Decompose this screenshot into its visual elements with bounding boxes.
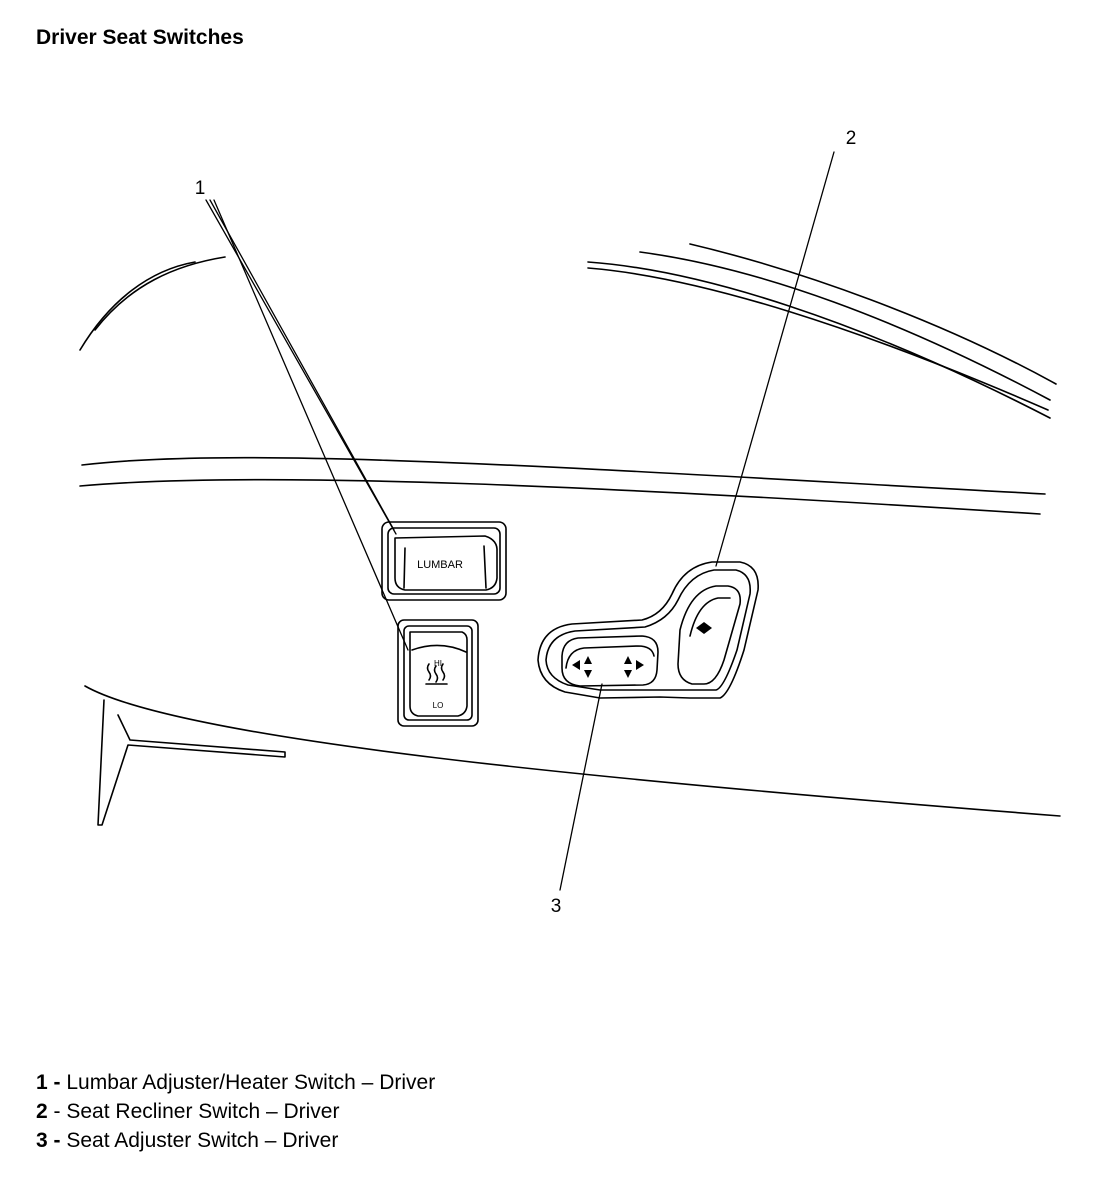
legend-item	[36, 1097, 435, 1126]
heater-lo-label: LO	[432, 701, 444, 710]
callout-1: 1	[194, 178, 206, 199]
recliner-arrow	[696, 622, 712, 634]
legend-text: Lumbar Adjuster/Heater Switch – Driver	[66, 1071, 436, 1094]
leader-3	[560, 684, 602, 890]
diagram-title: Driver Seat Switches	[36, 26, 244, 49]
legend-separator: -	[53, 1071, 61, 1094]
leader-2	[716, 152, 834, 566]
seat-adjuster-recliner-switch	[538, 562, 758, 698]
leader-1c	[206, 200, 396, 534]
seat-back-outline	[80, 262, 195, 350]
callout-2: 2	[845, 128, 857, 149]
legend-item	[36, 1126, 435, 1155]
legend-text: Seat Recliner Switch – Driver	[66, 1100, 340, 1123]
leader-1b	[214, 200, 408, 650]
legend-item	[36, 1068, 435, 1097]
trim-line-d	[690, 244, 1056, 384]
trim-line-b	[588, 268, 1048, 410]
legend-number: 1	[36, 1071, 48, 1094]
seat-back-outline-inner	[95, 257, 225, 330]
trim-line-a	[588, 262, 1050, 418]
legend-number: 3	[36, 1129, 48, 1152]
seat-panel-top-line	[82, 458, 1045, 494]
seat-lower-contour	[85, 686, 1060, 816]
seat-adjuster-pad	[562, 636, 658, 686]
legend-number: 2	[36, 1100, 48, 1123]
heater-hi-label: HI	[434, 659, 442, 668]
legend	[36, 1068, 435, 1155]
legend-separator: -	[53, 1100, 61, 1123]
leader-lines	[206, 152, 834, 890]
legend-text: Seat Adjuster Switch – Driver	[66, 1129, 339, 1152]
seat-panel-mid-line	[80, 480, 1040, 514]
legend-separator: -	[53, 1129, 61, 1152]
heater-switch	[398, 620, 478, 726]
callout-3: 3	[550, 896, 562, 917]
lumbar-label: LUMBAR	[417, 559, 463, 571]
